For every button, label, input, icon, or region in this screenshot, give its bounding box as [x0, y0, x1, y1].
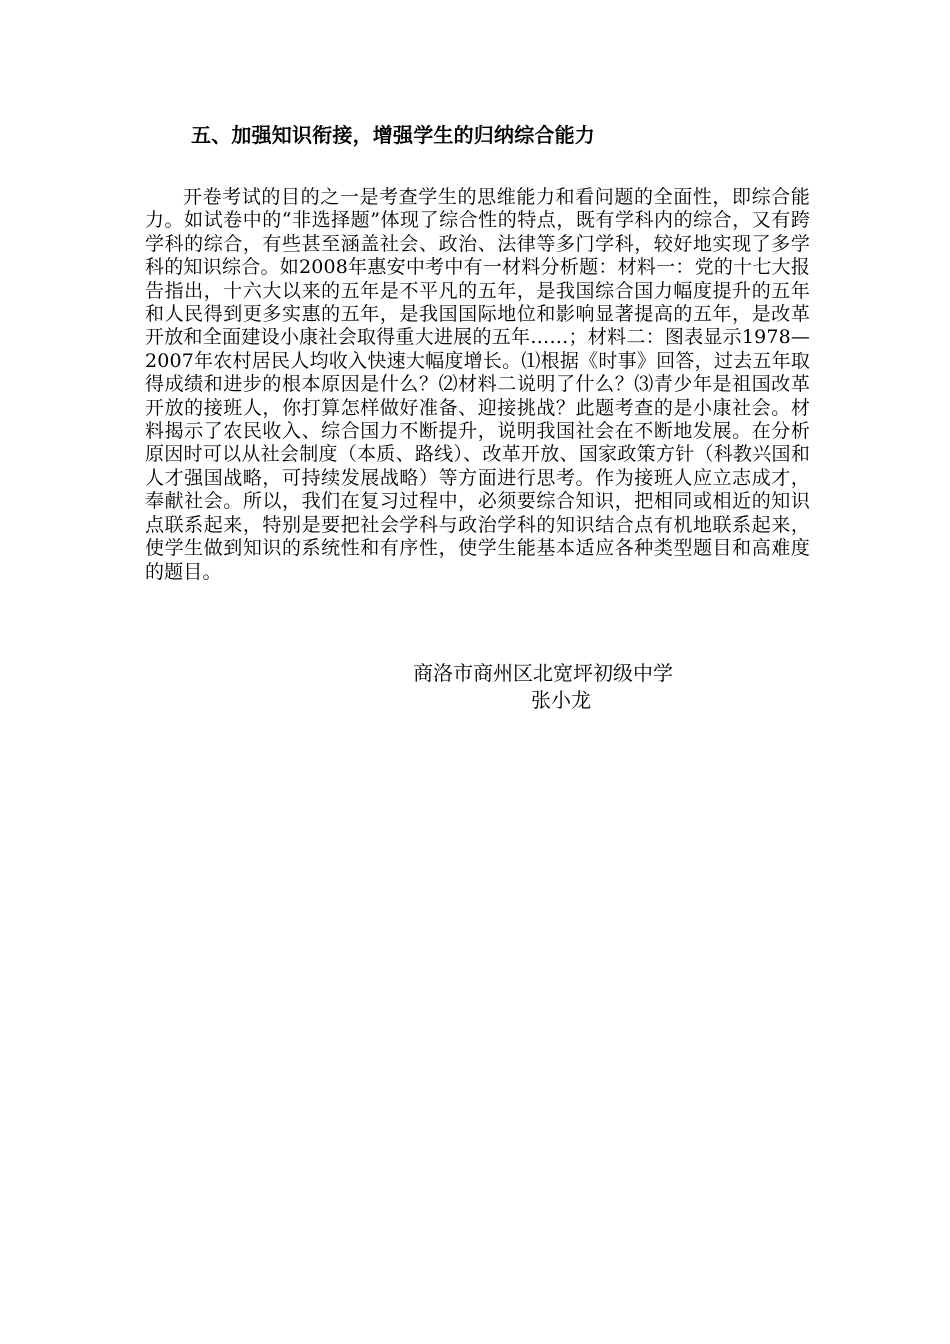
school-name: 商洛市商州区北宽坪初级中学	[413, 661, 673, 685]
author-name: 张小龙	[531, 688, 591, 712]
signature-block	[413, 660, 733, 714]
section-heading: 五、加强知识衔接，增强学生的归纳综合能力	[191, 123, 595, 147]
body-paragraph: 开卷考试的目的之一是考查学生的思维能力和看问题的全面性，即综合能力。如试卷中的“非选择题”体现了综合性的特点，既有学科内的综合，又有跨学科的综合，有些甚至涵盖社会、政治、法律等多门学科，较好地实现了多学科的知识综合。如2008年惠安中考中有一材料分析题：材料一：党的十七大报告指出，十六大以来的五年是不平凡的五年，是我国综合国力幅度提升的五年和人民得到更多实惠的五年，是我国国际地位和影响显著提高的五年，是改革开放和全面建设小康社会取得重大进展的五年……；材料二：图表显示1978—2007年农村居民人均收入快速大幅度增长。⑴根据《时事》回答，过去五年取得成绩和进步的根本原因是什么？⑵材料二说明了什么？⑶青少年是祖国改革开放的接班人，你打算怎样做好准备、迎接挑战？此题考查的是小康社会。材料揭示了农民收入、综合国力不断提升，说明我国社会在不断地发展。在分析原因时可以从社会制度（本质、路线）、改革开放、国家政策方针（科教兴国和人才强国战略，可持续发展战略）等方面进行思考。作为接班人应立志成才，奉献社会。所以，我们在复习过程中，必须要综合知识，把相同或相近的知识点联系起来，特别是要把社会学科与政治学科的知识结合点有机地联系起来，使学生做到知识的系统性和有序性，使学生能基本适应各种类型题目和高难度的题目。	[145, 186, 810, 583]
